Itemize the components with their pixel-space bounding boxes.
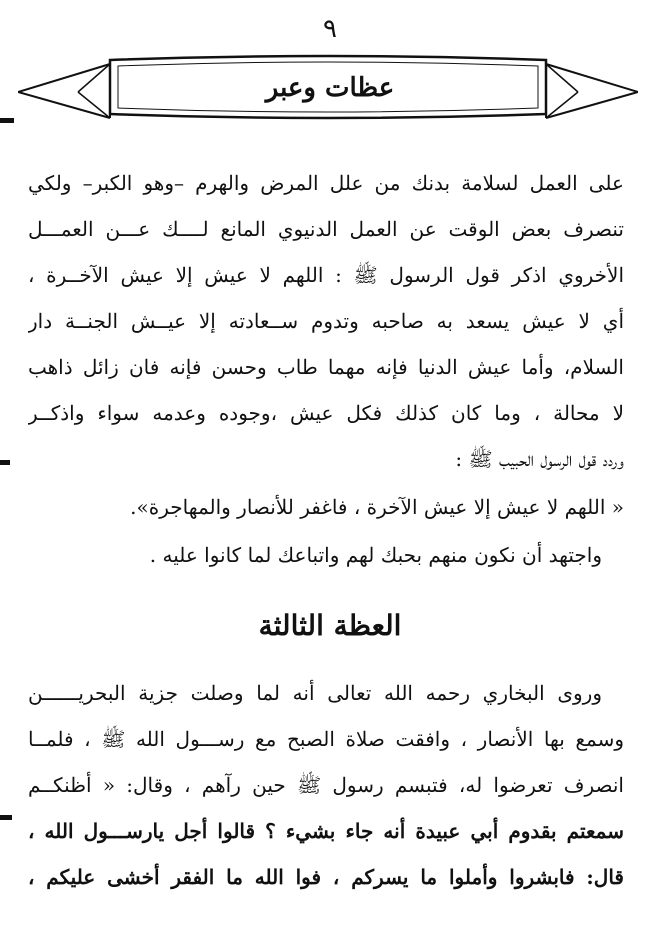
margin-mark bbox=[0, 815, 12, 820]
page-number: ٩ bbox=[323, 14, 337, 44]
section-heading: العظة الثالثة bbox=[258, 609, 402, 642]
text-line: واجتهد أن نكون منهم بحبك لهم واتباعك لما كانوا عليه . bbox=[149, 543, 602, 567]
text-line: قال: فابشروا وأملوا ما يسركم ، فوا الله ما الفقر أخشى عليكم ، bbox=[28, 865, 624, 889]
text-line: تنصرف بعض الوقت عن العمل الدنيوي المانع لــــك عـــن العمـــل bbox=[28, 217, 624, 241]
text-line: وروى البخاري رحمه الله تعالى أنه لما وصلت جزية البحريــــــن bbox=[28, 681, 602, 705]
text-line: لا محالة ، وما كان كذلك فكل عيش ،وجوده وعدمه سواء واذكــر bbox=[28, 401, 624, 425]
margin-mark bbox=[0, 118, 14, 123]
text-line: على العمل لسلامة بدنك من علل المرض والهرم –وهو الكبر– ولكي bbox=[28, 171, 624, 195]
text-line: وسمع بها الأنصار ، وافقت صلاة الصبح مع رســـول الله ﷺ ، فلمــا bbox=[28, 727, 624, 751]
text-line: أي لا عيش يسعد به صاحبه وتدوم ســعادته إلا عيــش الجنــة دار bbox=[28, 309, 624, 333]
text-line: سمعتم بقدوم أبي عبيدة أنه جاء بشيء ؟ قالوا أجل يارســـول الله ، bbox=[28, 819, 624, 843]
text-line: السلام، وأما عيش الدنيا فإنه مهما طاب وحسن فإنه فان زائل ذاهب bbox=[28, 355, 624, 379]
banner-title: عظات وعبر bbox=[265, 73, 395, 103]
text-line: وردد قول الرسول الحبيب ﷺ : bbox=[455, 447, 624, 471]
text-line: الأخروي اذكر قول الرسول ﷺ : اللهم لا عيش إلا عيش الآخــرة ، bbox=[28, 263, 624, 287]
text-line: انصرف تعرضوا له، فتبسم رسول ﷺ حين رآهم ، وقال: « أظنكــم bbox=[28, 773, 624, 797]
text-line: « اللهم لا عيش إلا عيش الآخرة ، فاغفر للأنصار والمهاجرة». bbox=[130, 495, 624, 519]
margin-mark bbox=[0, 460, 10, 465]
